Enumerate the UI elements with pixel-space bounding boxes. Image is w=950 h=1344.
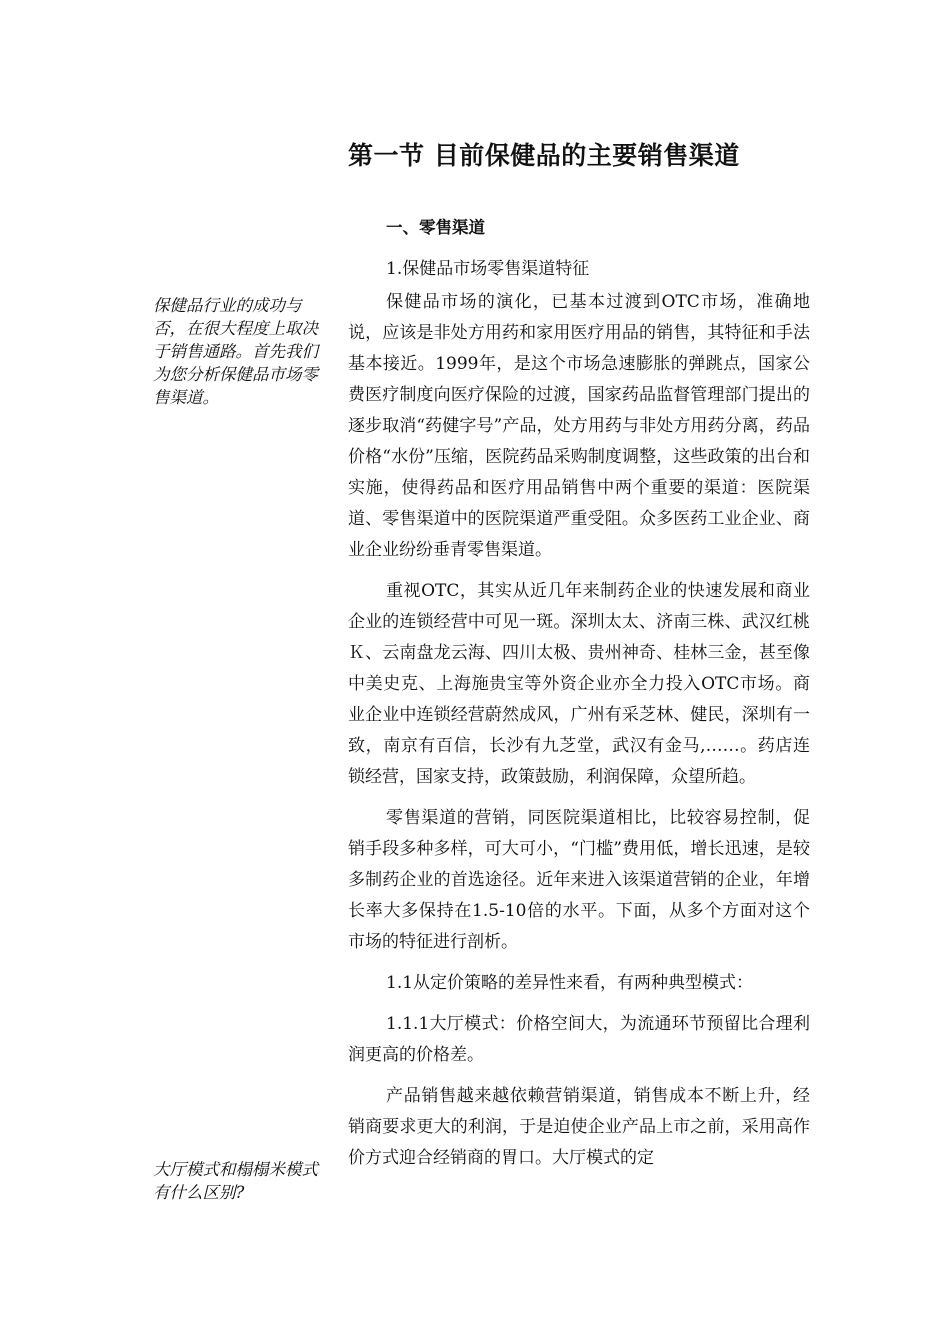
- body-text: [348, 287, 810, 1184]
- paragraph: 保健品市场的演化，已基本过渡到OTC市场，准确地说，应该是非处方用药和家用医疗用品的销售，其特征和手法基本接近。1999年，是这个市场急速膨胀的弹跳点，国家公费医疗制度向医疗保险的过渡，国家药品监督管理部门提出的逐步取消“药健字号”产品，处方用药与非处方用药分离，药品价格“水份”压缩，医院药品采购制度调整，这些政策的出台和实施，使得药品和医疗用品销售中两个重要的渠道：医院渠道、零售渠道中的医院渠道严重受阻。众多医药工业企业、商业企业纷纷垂青零售渠道。: [348, 292, 810, 560]
- paragraph: 产品销售越来越依赖营销渠道，销售成本不断上升，经销商要求更大的利润，于是迫使企业产品上市之前，采用高作价方式迎合经销商的胃口。大厅模式的定: [348, 1086, 810, 1168]
- section-heading: 一、零售渠道: [386, 218, 485, 237]
- paragraph: 零售渠道的营销，同医院渠道相比，比较容易控制，促销手段多种多样，可大可小，“门槛”费用低，增长迅速，是较多制药企业的首选途径。近年来进入该渠道营销的企业，年增长率大多保持在1.5-10倍的水平。下面，从多个方面对这个市场的特征进行剖析。: [348, 808, 810, 952]
- sub-heading: 1.保健品市场零售渠道特征: [386, 259, 590, 279]
- margin-note: 大厅模式和榻榻米模式有什么区别?: [153, 1160, 318, 1202]
- paragraph: 重视OTC，其实从近几年来制药企业的快速发展和商业企业的连锁经营中可见一斑。深圳太太、济南三株、武汉红桃Ｋ、云南盘龙云海、四川太极、贵州神奇、桂林三金，甚至像中美史克、上海施贵宝等外资企业亦全力投入OTC市场。商业企业中连锁经营蔚然成风，广州有采芝林、健民，深圳有一致，南京有百信，长沙有九芝堂，武汉有金马,……。药店连锁经营，国家支持，政策鼓励，利润保障，众望所趋。: [348, 581, 810, 787]
- paragraph: 1.1从定价策略的差异性来看，有两种典型模式：: [386, 973, 754, 993]
- margin-note: 保健品行业的成功与否，在很大程度上取决于销售通路。首先我们为您分析保健品市场零售渠道。: [153, 296, 318, 407]
- paragraph: 1.1.1大厅模式：价格空间大，为流通环节预留比合理利润更高的价格差。: [348, 1014, 810, 1065]
- chapter-title: 第一节 目前保健品的主要销售渠道: [348, 141, 740, 170]
